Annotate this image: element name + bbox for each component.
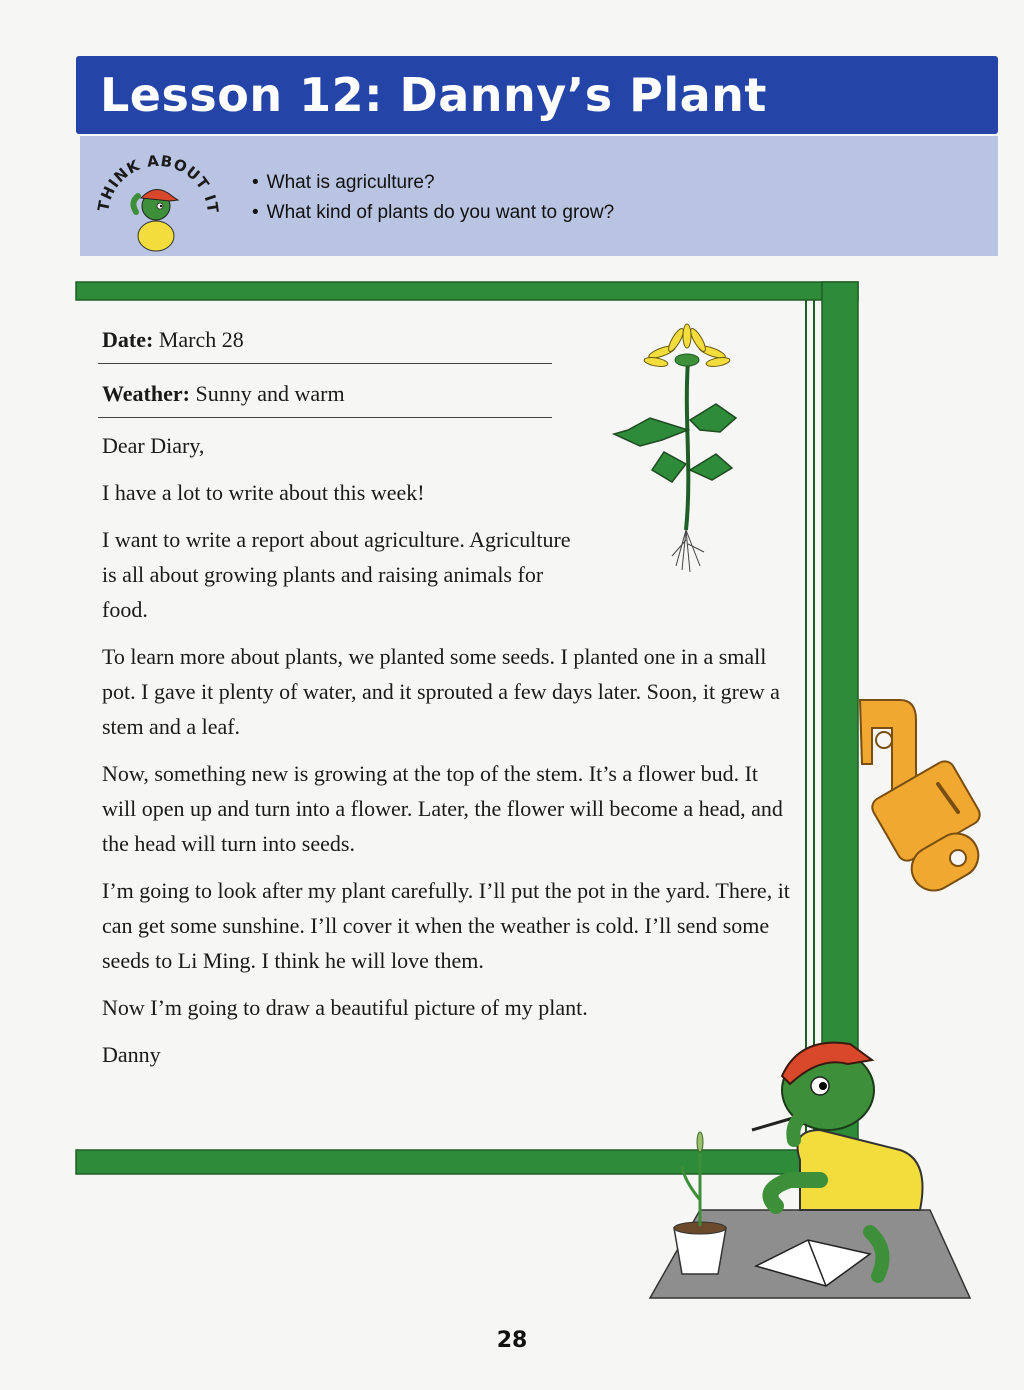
diary-paragraph: I want to write a report about agriculture. Agriculture is all about growing plants and raising animals for food. <box>102 527 571 622</box>
weather-label: Weather: <box>102 381 190 406</box>
diary-paragraph: Now I’m going to draw a beautiful picture of my plant. <box>102 995 588 1020</box>
diary-greeting: Dear Diary, <box>102 433 205 458</box>
date-field <box>98 320 552 364</box>
lesson-title: Lesson 12: Danny’s Plant <box>100 68 767 122</box>
diary-signature: Danny <box>102 1042 161 1067</box>
think-question: • What kind of plants do you want to grow? <box>252 202 614 224</box>
diary-paragraph: I’m going to look after my plant carefully. I’ll put the pot in the yard. There, it can get some sunshine. I’ll cover it when the weather is cold. I’ll send some seeds to Li Ming. I think he will love them. <box>102 878 790 973</box>
weather-value: Sunny and warm <box>195 381 345 406</box>
date-label: Date: <box>102 327 154 352</box>
badge-text: THINK ABOUT IT <box>94 151 223 215</box>
weather-field <box>98 374 552 418</box>
diary-entry <box>102 320 792 1084</box>
think-question: • What is agriculture? <box>252 172 614 194</box>
diary-paragraph: I have a lot to write about this week! <box>102 480 425 505</box>
page-number: 28 <box>496 1328 528 1353</box>
date-value: March 28 <box>158 327 244 352</box>
diary-paragraph: Now, something new is growing at the top of the stem. It’s a flower bud. It will open up and turn into a flower. Later, the flower will become a head, and the head will turn into seeds. <box>102 761 783 856</box>
padlock-icon <box>860 700 986 899</box>
diary-paragraph: To learn more about plants, we planted some seeds. I planted one in a small pot. I gave it plenty of water, and it sprouted a few days later. Soon, it grew a stem and a leaf. <box>102 644 780 739</box>
